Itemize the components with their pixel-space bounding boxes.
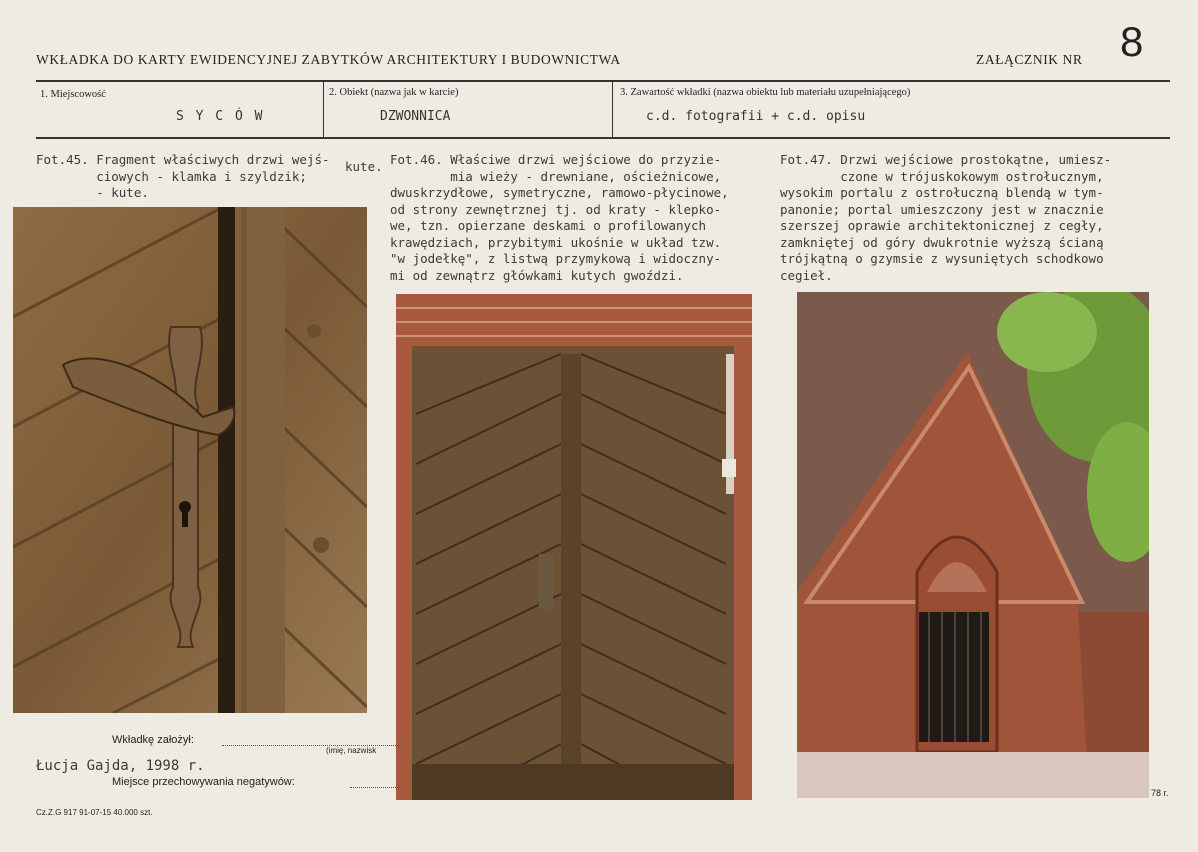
- caption-line: panonie; portal umieszczony jest w znacznie: [780, 201, 1104, 217]
- double-door-photo: [396, 294, 752, 800]
- caption-line: zamkniętej od góry dwukrotnie wyższą ścianą: [780, 234, 1104, 250]
- caption-line: "w jodełkę", z listwą przymykową i widoczny-: [390, 251, 722, 266]
- caption-line: trójkątną o gzymsie z wysuniętych schodkowo: [780, 251, 1104, 266]
- negatives-label: Miejsce przechowywania negatywów:: [112, 776, 295, 788]
- field-3-value: c.d. fotografii + c.d. opisu: [646, 109, 866, 124]
- caption-line: Fot.45. Fragment właściwych drzwi wejś-: [36, 152, 330, 167]
- field-3-label: 3. Zawartość wkładki (nazwa obiektu lub materiału uzupełniającego): [620, 87, 911, 98]
- caption-line: krawędziach, przybitymi ukośnie w układ tzw.: [390, 234, 722, 250]
- caption-line: cegieł.: [780, 267, 833, 283]
- print-code: Cz.Z.G 917 91-07-15 40.000 szt.: [36, 808, 153, 817]
- field-divider-2: [612, 82, 613, 137]
- caption-line: wysokim portalu z ostrołuczną blendą w tym-: [780, 185, 1104, 200]
- portal-photo: [797, 292, 1149, 798]
- annex-label: ZAŁĄCZNIK NR: [976, 52, 1083, 67]
- field-2-label: 2. Obiekt (nazwa jak w karcie): [329, 87, 459, 98]
- author-text: Łucja Gajda, 1998 r.: [36, 758, 205, 774]
- caption-line: - kute.: [36, 185, 149, 200]
- caption-line: ciowych - klamka i szyldzik;: [36, 168, 307, 184]
- field-1-value: S Y C Ó W: [176, 109, 265, 124]
- caption-line: mi od zewnątrz główkami kutych gwoździ.: [390, 267, 684, 283]
- annex-number: 8: [1120, 18, 1144, 65]
- header-rule-top: [36, 80, 1170, 82]
- year-fragment: 78 r.: [1151, 788, 1169, 798]
- caption-line: od strony zewnętrznej tj. od kraty - klepko-: [390, 201, 722, 217]
- name-hint: (imię, nazwisk: [326, 746, 377, 755]
- caption-line: dwuskrzydłowe, symetryczne, ramowo-płycinowe,: [390, 185, 729, 200]
- caption-line: czone w trójuskokowym ostrołucznym,: [780, 168, 1104, 184]
- caption-line: mia wieży - drewniane, ościeżnicowe,: [390, 168, 722, 184]
- caption-line: szerszej oprawie architektonicznej z cegły,: [780, 218, 1104, 233]
- caption-line: Fot.46. Właściwe drzwi wejściowe do przyzie-: [390, 152, 722, 167]
- caption-line: we, tzn. opierzane deskami o profilowanych: [390, 218, 707, 233]
- door-handle-photo: [13, 207, 367, 713]
- field-2-value: DZWONNICA: [380, 109, 451, 124]
- caption-overlay: kute.: [345, 159, 383, 174]
- insert-author-label: Wkładkę założył:: [112, 734, 194, 746]
- negatives-line: [350, 787, 402, 788]
- caption-line: Fot.47. Drzwi wejściowe prostokątne, umiesz-: [780, 152, 1112, 167]
- form-title: WKŁADKA DO KARTY EWIDENCYJNEJ ZABYTKÓW ARCHITEKTURY I BUDOWNICTWA: [36, 52, 621, 67]
- header-rule-bottom: [36, 137, 1170, 139]
- field-divider-1: [323, 82, 324, 137]
- field-1-label: 1. Miejscowość: [40, 89, 106, 100]
